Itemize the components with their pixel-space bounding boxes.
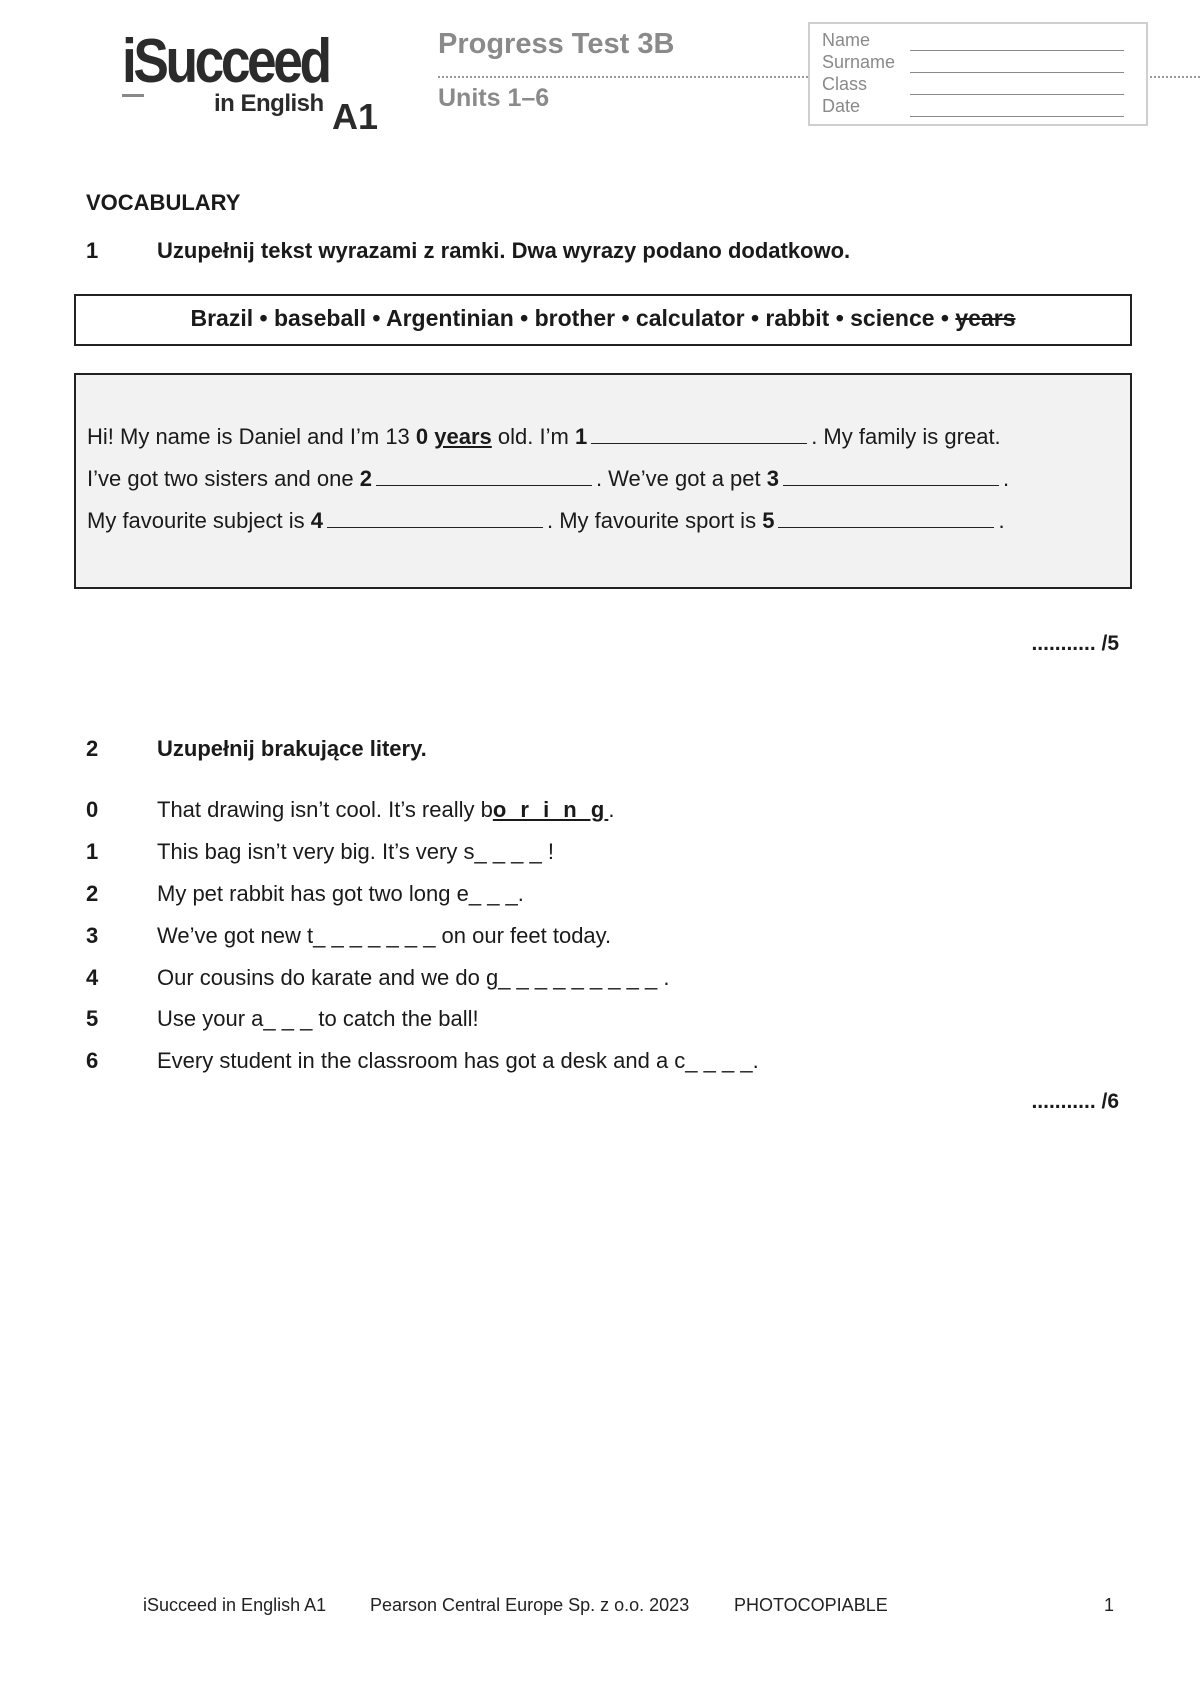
date-field[interactable] <box>910 116 1124 117</box>
example-number: 0 <box>415 424 429 449</box>
test-title: Progress Test 3B <box>438 28 675 60</box>
question-number: 1 <box>86 839 99 864</box>
exercise-2-instruction: Uzupełnij brakujące litery. <box>157 736 427 761</box>
gap-number: 4 <box>310 508 323 533</box>
example-answer: years <box>434 424 492 449</box>
question-number: 2 <box>86 881 99 906</box>
question-text[interactable]: Use your a_ _ _ to catch the ball! <box>157 1006 479 1031</box>
gap-number: 3 <box>766 466 780 491</box>
surname-label: Surname <box>822 52 896 72</box>
logo-level: A1 <box>332 96 379 137</box>
question-text: That drawing isn’t cool. It’s really b <box>157 797 493 822</box>
exercise-2-number: 2 <box>86 736 99 761</box>
gap-3-blank[interactable] <box>783 465 999 486</box>
logo <box>122 26 382 136</box>
text-line-1 <box>87 423 1001 450</box>
page-number: 1 <box>1104 1595 1115 1615</box>
gap-number: 5 <box>762 508 775 533</box>
text-line-2 <box>87 465 1009 492</box>
student-details-box <box>808 22 1148 126</box>
gap-number: 1 <box>574 424 588 449</box>
footer-publisher: Pearson Central Europe Sp. z o.o. 2023 <box>370 1595 690 1615</box>
text-segment: My favourite subject is <box>87 508 311 533</box>
test-units: Units 1–6 <box>438 84 550 112</box>
text-segment: Hi! My name is Daniel and I’m 13 <box>87 424 416 449</box>
question-text[interactable]: My pet rabbit has got two long e_ _ _. <box>157 881 524 906</box>
question-text[interactable]: Our cousins do karate and we do g_ _ _ _ _ _ _ _ _ . <box>157 965 670 990</box>
gap-number: 2 <box>359 466 372 491</box>
name-field[interactable] <box>910 50 1124 51</box>
example-answer: o r i n g <box>492 797 609 822</box>
question-number: 5 <box>86 1006 99 1031</box>
question-example <box>157 797 614 823</box>
gap-fill-text-box <box>74 373 1132 589</box>
question-text: . <box>608 797 615 822</box>
question-text[interactable]: Every student in the classroom has got a desk and a c_ _ _ _. <box>157 1048 759 1073</box>
text-segment: . My favourite sport is <box>547 508 763 533</box>
exercise-1-score[interactable]: ........... /5 <box>1031 632 1119 655</box>
gap-4-blank[interactable] <box>327 507 543 528</box>
exercise-2-score[interactable]: ........... /6 <box>1031 1090 1119 1113</box>
text-segment: . We’ve got a pet <box>595 466 767 491</box>
gap-5-blank[interactable] <box>778 507 994 528</box>
footer-note: PHOTOCOPIABLE <box>734 1595 888 1615</box>
question-number: 4 <box>86 965 99 990</box>
text-segment: . My family is great. <box>811 424 1001 449</box>
word-box-struck-word: years <box>955 305 1016 331</box>
text-line-3 <box>87 507 1005 534</box>
question-number: 6 <box>86 1048 99 1073</box>
gap-2-blank[interactable] <box>376 465 592 486</box>
text-segment: . <box>998 508 1005 533</box>
question-text[interactable]: This bag isn’t very big. It’s very s_ _ _ _ ! <box>157 839 554 864</box>
section-heading: VOCABULARY <box>86 190 241 215</box>
question-text[interactable]: We’ve got new t_ _ _ _ _ _ _ on our feet today. <box>157 923 612 948</box>
text-segment: . <box>1003 466 1010 491</box>
text-segment: old. I’m <box>491 424 575 449</box>
word-box-words: Brazil • baseball • Argentinian • brother • calculator • rabbit • science • <box>190 305 956 331</box>
exercise-1-number: 1 <box>86 238 99 263</box>
logo-brand: iSucceed <box>122 27 329 96</box>
title-divider <box>438 76 808 78</box>
text-segment: I’ve got two sisters and one <box>87 466 360 491</box>
word-box <box>74 294 1132 346</box>
class-field[interactable] <box>910 94 1124 95</box>
date-label: Date <box>822 96 861 116</box>
class-label: Class <box>822 74 868 94</box>
title-divider-right <box>1150 76 1200 78</box>
footer-book: iSucceed in English A1 <box>143 1595 327 1615</box>
question-number: 0 <box>86 797 99 822</box>
gap-1-blank[interactable] <box>591 423 807 444</box>
name-label: Name <box>822 30 871 50</box>
exercise-1-instruction: Uzupełnij tekst wyrazami z ramki. Dwa wyrazy podano dodatkowo. <box>157 238 851 263</box>
surname-field[interactable] <box>910 72 1124 73</box>
question-number: 3 <box>86 923 99 948</box>
logo-subtitle: in English <box>214 90 324 117</box>
